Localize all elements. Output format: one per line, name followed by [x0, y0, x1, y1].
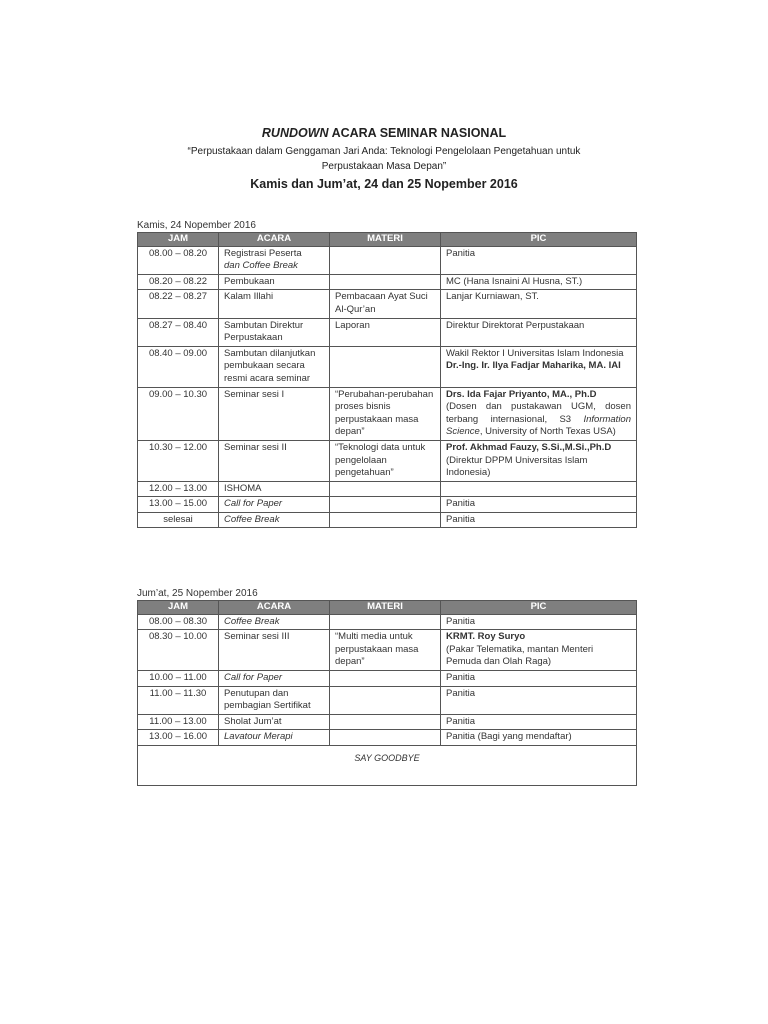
cell-pic	[441, 387, 637, 440]
table-row	[138, 440, 637, 481]
cell-materi: “Teknologi data untuk pengelolaan pengetahuan”	[330, 440, 441, 481]
pic-text: (Pakar Telematika, mantan Menteri Pemuda dan Olah Raga)	[446, 643, 594, 668]
acara-text-italic: dan Coffee Break	[224, 260, 298, 272]
cell-materi	[330, 670, 441, 686]
table-row	[138, 497, 637, 513]
cell-materi: Pembacaan Ayat Suci Al-Qur’an	[330, 290, 441, 318]
closing-text: SAY GOODBYE	[138, 745, 637, 785]
cell-acara: Call for Paper	[219, 670, 330, 686]
table-row	[138, 630, 637, 671]
subtitle-line-1: “Perpustakaan dalam Genggaman Jari Anda: Teknologi Pengelolaan Pengetahuan untuk	[187, 146, 581, 157]
event-date: Kamis dan Jum’at, 24 dan 25 Nopember 2016	[250, 177, 518, 191]
acara-text: Registrasi Peserta	[224, 247, 302, 259]
cell-acara	[219, 246, 330, 274]
cell-jam: 10.30 – 12.00	[138, 440, 219, 481]
cell-jam: selesai	[138, 512, 219, 528]
pic-text-italic: Information Science	[446, 413, 631, 438]
cell-jam: 12.00 – 13.00	[138, 481, 219, 497]
cell-acara: Sambutan dilanjutkan pembukaan secara resmi acara seminar	[219, 346, 330, 387]
table-row	[138, 387, 637, 440]
day2-label: Jum’at, 25 Nopember 2016	[137, 588, 258, 599]
pic-text: , University of North Texas USA)	[479, 426, 616, 438]
cell-jam: 10.00 – 11.00	[138, 670, 219, 686]
cell-acara: Sholat Jum’at	[219, 714, 330, 730]
table-row	[138, 346, 637, 387]
cell-acara: Pembukaan	[219, 274, 330, 290]
table-row	[138, 274, 637, 290]
day1-schedule-table	[137, 232, 637, 528]
cell-acara: Seminar sesi III	[219, 630, 330, 671]
pic-name-bold: Dr.-Ing. Ir. Ilya Fadjar Maharika, MA. IAI	[446, 360, 621, 372]
cell-acara: Kalam Illahi	[219, 290, 330, 318]
col-header-acara: ACARA	[219, 233, 330, 247]
title-italic: RUNDOWN	[261, 126, 329, 140]
pic-name-bold: Prof. Akhmad Fauzy, S.Si.,M.Si.,Ph.D	[446, 441, 612, 453]
col-header-pic: PIC	[441, 601, 637, 615]
cell-pic: Panitia	[441, 670, 637, 686]
cell-pic	[441, 630, 637, 671]
title-rest: ACARA SEMINAR NASIONAL	[328, 126, 507, 140]
document-subtitle	[0, 144, 768, 174]
cell-jam: 08.27 – 08.40	[138, 318, 219, 346]
cell-jam: 08.30 – 10.00	[138, 630, 219, 671]
col-header-materi: MATERI	[330, 233, 441, 247]
cell-materi	[330, 481, 441, 497]
cell-jam: 08.22 – 08.27	[138, 290, 219, 318]
col-header-pic: PIC	[441, 233, 637, 247]
cell-pic	[441, 481, 637, 497]
cell-materi	[330, 497, 441, 513]
cell-materi: Laporan	[330, 318, 441, 346]
pic-text: (Direktur DPPM Universitas Islam Indonesia)	[446, 454, 588, 479]
cell-jam: 11.00 – 13.00	[138, 714, 219, 730]
cell-materi	[330, 274, 441, 290]
cell-acara: Coffee Break	[219, 512, 330, 528]
day2-schedule-table	[137, 600, 637, 786]
table-row	[138, 318, 637, 346]
table-row	[138, 614, 637, 630]
table-row	[138, 246, 637, 274]
table-header-row	[138, 233, 637, 247]
cell-materi: “Multi media untuk perpustakaan masa depan”	[330, 630, 441, 671]
cell-acara: Coffee Break	[219, 614, 330, 630]
cell-pic: Panitia	[441, 686, 637, 714]
table-row	[138, 714, 637, 730]
cell-materi	[330, 614, 441, 630]
cell-materi	[330, 686, 441, 714]
col-header-jam: JAM	[138, 233, 219, 247]
cell-pic: Panitia	[441, 512, 637, 528]
cell-materi	[330, 246, 441, 274]
subtitle-line-2: Perpustakaan Masa Depan”	[321, 161, 447, 172]
cell-pic	[441, 440, 637, 481]
document-title	[0, 126, 768, 140]
pic-name-bold: Drs. Ida Fajar Priyanto, MA., Ph.D	[446, 388, 597, 400]
cell-jam: 08.40 – 09.00	[138, 346, 219, 387]
cell-acara: Call for Paper	[219, 497, 330, 513]
table-row	[138, 730, 637, 746]
table-row	[138, 512, 637, 528]
cell-materi	[330, 346, 441, 387]
cell-materi	[330, 512, 441, 528]
cell-materi: “Perubahan-perubahan proses bisnis perpustakaan masa depan”	[330, 387, 441, 440]
cell-acara: ISHOMA	[219, 481, 330, 497]
pic-name-bold: KRMT. Roy Suryo	[446, 631, 526, 643]
cell-acara: Penutupan dan pembagian Sertifikat	[219, 686, 330, 714]
col-header-acara: ACARA	[219, 601, 330, 615]
cell-jam: 09.00 – 10.30	[138, 387, 219, 440]
cell-materi	[330, 730, 441, 746]
cell-jam: 13.00 – 15.00	[138, 497, 219, 513]
cell-pic: Panitia	[441, 497, 637, 513]
cell-acara: Seminar sesi I	[219, 387, 330, 440]
cell-acara: Seminar sesi II	[219, 440, 330, 481]
cell-pic: Lanjar Kurniawan, ST.	[441, 290, 637, 318]
table-row	[138, 670, 637, 686]
cell-pic: Panitia	[441, 714, 637, 730]
cell-pic: MC (Hana Isnaini Al Husna, ST.)	[441, 274, 637, 290]
col-header-jam: JAM	[138, 601, 219, 615]
table-header-row	[138, 601, 637, 615]
table-row	[138, 686, 637, 714]
cell-pic	[441, 346, 637, 387]
document-header	[0, 126, 768, 191]
cell-jam: 08.00 – 08.20	[138, 246, 219, 274]
cell-jam: 13.00 – 16.00	[138, 730, 219, 746]
cell-jam: 11.00 – 11.30	[138, 686, 219, 714]
cell-pic: Panitia	[441, 614, 637, 630]
cell-pic: Panitia	[441, 246, 637, 274]
cell-acara: Sambutan Direktur Perpustakaan	[219, 318, 330, 346]
day1-label: Kamis, 24 Nopember 2016	[137, 220, 256, 231]
closing-row	[138, 745, 637, 785]
cell-acara: Lavatour Merapi	[219, 730, 330, 746]
pic-text: (Dosen dan pustakawan UGM, dosen terbang internasional, S3	[446, 401, 631, 425]
cell-materi	[330, 714, 441, 730]
cell-jam: 08.20 – 08.22	[138, 274, 219, 290]
table-row	[138, 290, 637, 318]
table-row	[138, 481, 637, 497]
cell-pic: Panitia (Bagi yang mendaftar)	[441, 730, 637, 746]
pic-text: Wakil Rektor I Universitas Islam Indonesia	[446, 347, 624, 359]
cell-pic: Direktur Direktorat Perpustakaan	[441, 318, 637, 346]
col-header-materi: MATERI	[330, 601, 441, 615]
cell-jam: 08.00 – 08.30	[138, 614, 219, 630]
